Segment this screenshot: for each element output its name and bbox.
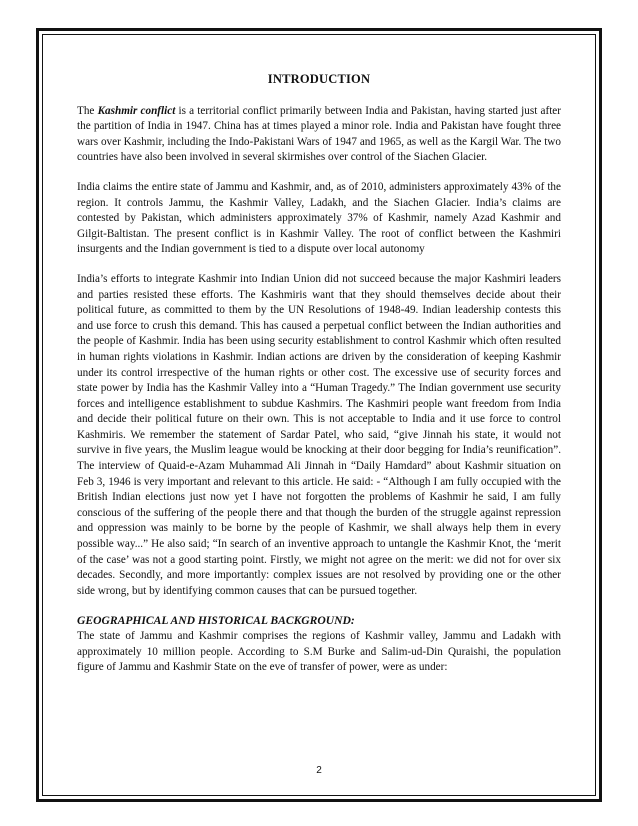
- page-number: 2: [316, 765, 322, 776]
- intro-paragraph: [77, 104, 561, 166]
- intro-rest: is a territorial conflict primarily between India and Pakistan, having started just after the partition of India in 1947. China has at times played a minor role. India and Pakistan have fought three wars over Kashmir, including the Indo-Pakistani Wars of 1947 and 1965, as well as the Kargil War. The two countries have also been involved in several skirmishes over control of the Siachen Glacier.: [77, 104, 561, 164]
- document-body: [77, 72, 561, 678]
- intro-lead: The: [77, 104, 98, 117]
- section-heading: GEOGRAPHICAL AND HISTORICAL BACKGROUND:: [77, 614, 355, 628]
- paragraph-india-claims: India claims the entire state of Jammu and Kashmir, and, as of 2010, administers approximately 43% of the region. It controls Jammu, the Kashmir Valley, Ladakh, and the Siachen Glacier. India’s claims are contested by Pakistan, which administers approximately 37% of Kashmir, namely Azad Kashmir and Gilgit-Baltistan. The present conflict is in Kashmir Valley. The root of conflict between the Kashmiri insurgents and the Indian government is tied to a dispute over local autonomy: [77, 180, 561, 256]
- intro-term: Kashmir conflict: [97, 104, 176, 117]
- page-title: INTRODUCTION: [267, 72, 371, 86]
- paragraph-integration-efforts: India’s efforts to integrate Kashmir into Indian Union did not succeed because the major Kashmiri leaders and parties resisted these efforts. The Kashmiris want that they should themselves decide about their political future, as committed to them by the UN Resolutions of 1948-49. Indian leadership contests this and use force to crush this demand. This has caused a perpetual conflict between the Indian authorities and the people of Kashmir. India has been using security establishment to control Kashmir which often resulted in human rights violations in Kashmir. Indian actions are driven by the consideration of keeping Kashmir under its control irrespective of the human rights or other cost. The excessive use of security forces and state power by India has the Kashmir Valley into a “Human Tragedy.” The Indian government use security forces and intelligence establishment to subdue Kashmirs. The Kashmiri people want freedom from India and decide their political future on their own. This is not acceptable to India and it use force to control Kashmiris. We remember the statement of Sardar Patel, who said, “give Jinnah his state, it would not survive in five years, the Muslim league would be knocking at their door begging for India’s reunification”. The interview of Quaid-e-Azam Muhammad Ali Jinnah in “Daily Hamdard” about Kashmir situation on Feb 3, 1946 is very important and relevant to this article. He said: - “Although I am fully occupied with the British Indian elections just now yet I have not forgotten the problems of Kashmir he said, I am fully conscious of the suffering of the people there and that though the burden of the struggle against repression and oppression was mainly to be borne by the people of Kashmir, we shall always help them in every possible way...” He also said; “In search of an inventive approach to untangle the Kashmir Knot, the ‘merit of the case’ was not a good starting point. Firstly, we might not agree on the merit: we did not for over six decades. Secondly, and more importantly: complex issues are not resolved by providing one or the other side wrong, but by identifying common causes that can be pursued together.: [77, 272, 561, 597]
- paragraph-geography: The state of Jammu and Kashmir comprises the regions of Kashmir valley, Jammu and Ladakh with approximately 10 million people. According to S.M Burke and Salim-ud-Din Quraishi, the population figure of Jammu and Kashmir State on the eve of transfer of power, were as under:: [77, 630, 561, 674]
